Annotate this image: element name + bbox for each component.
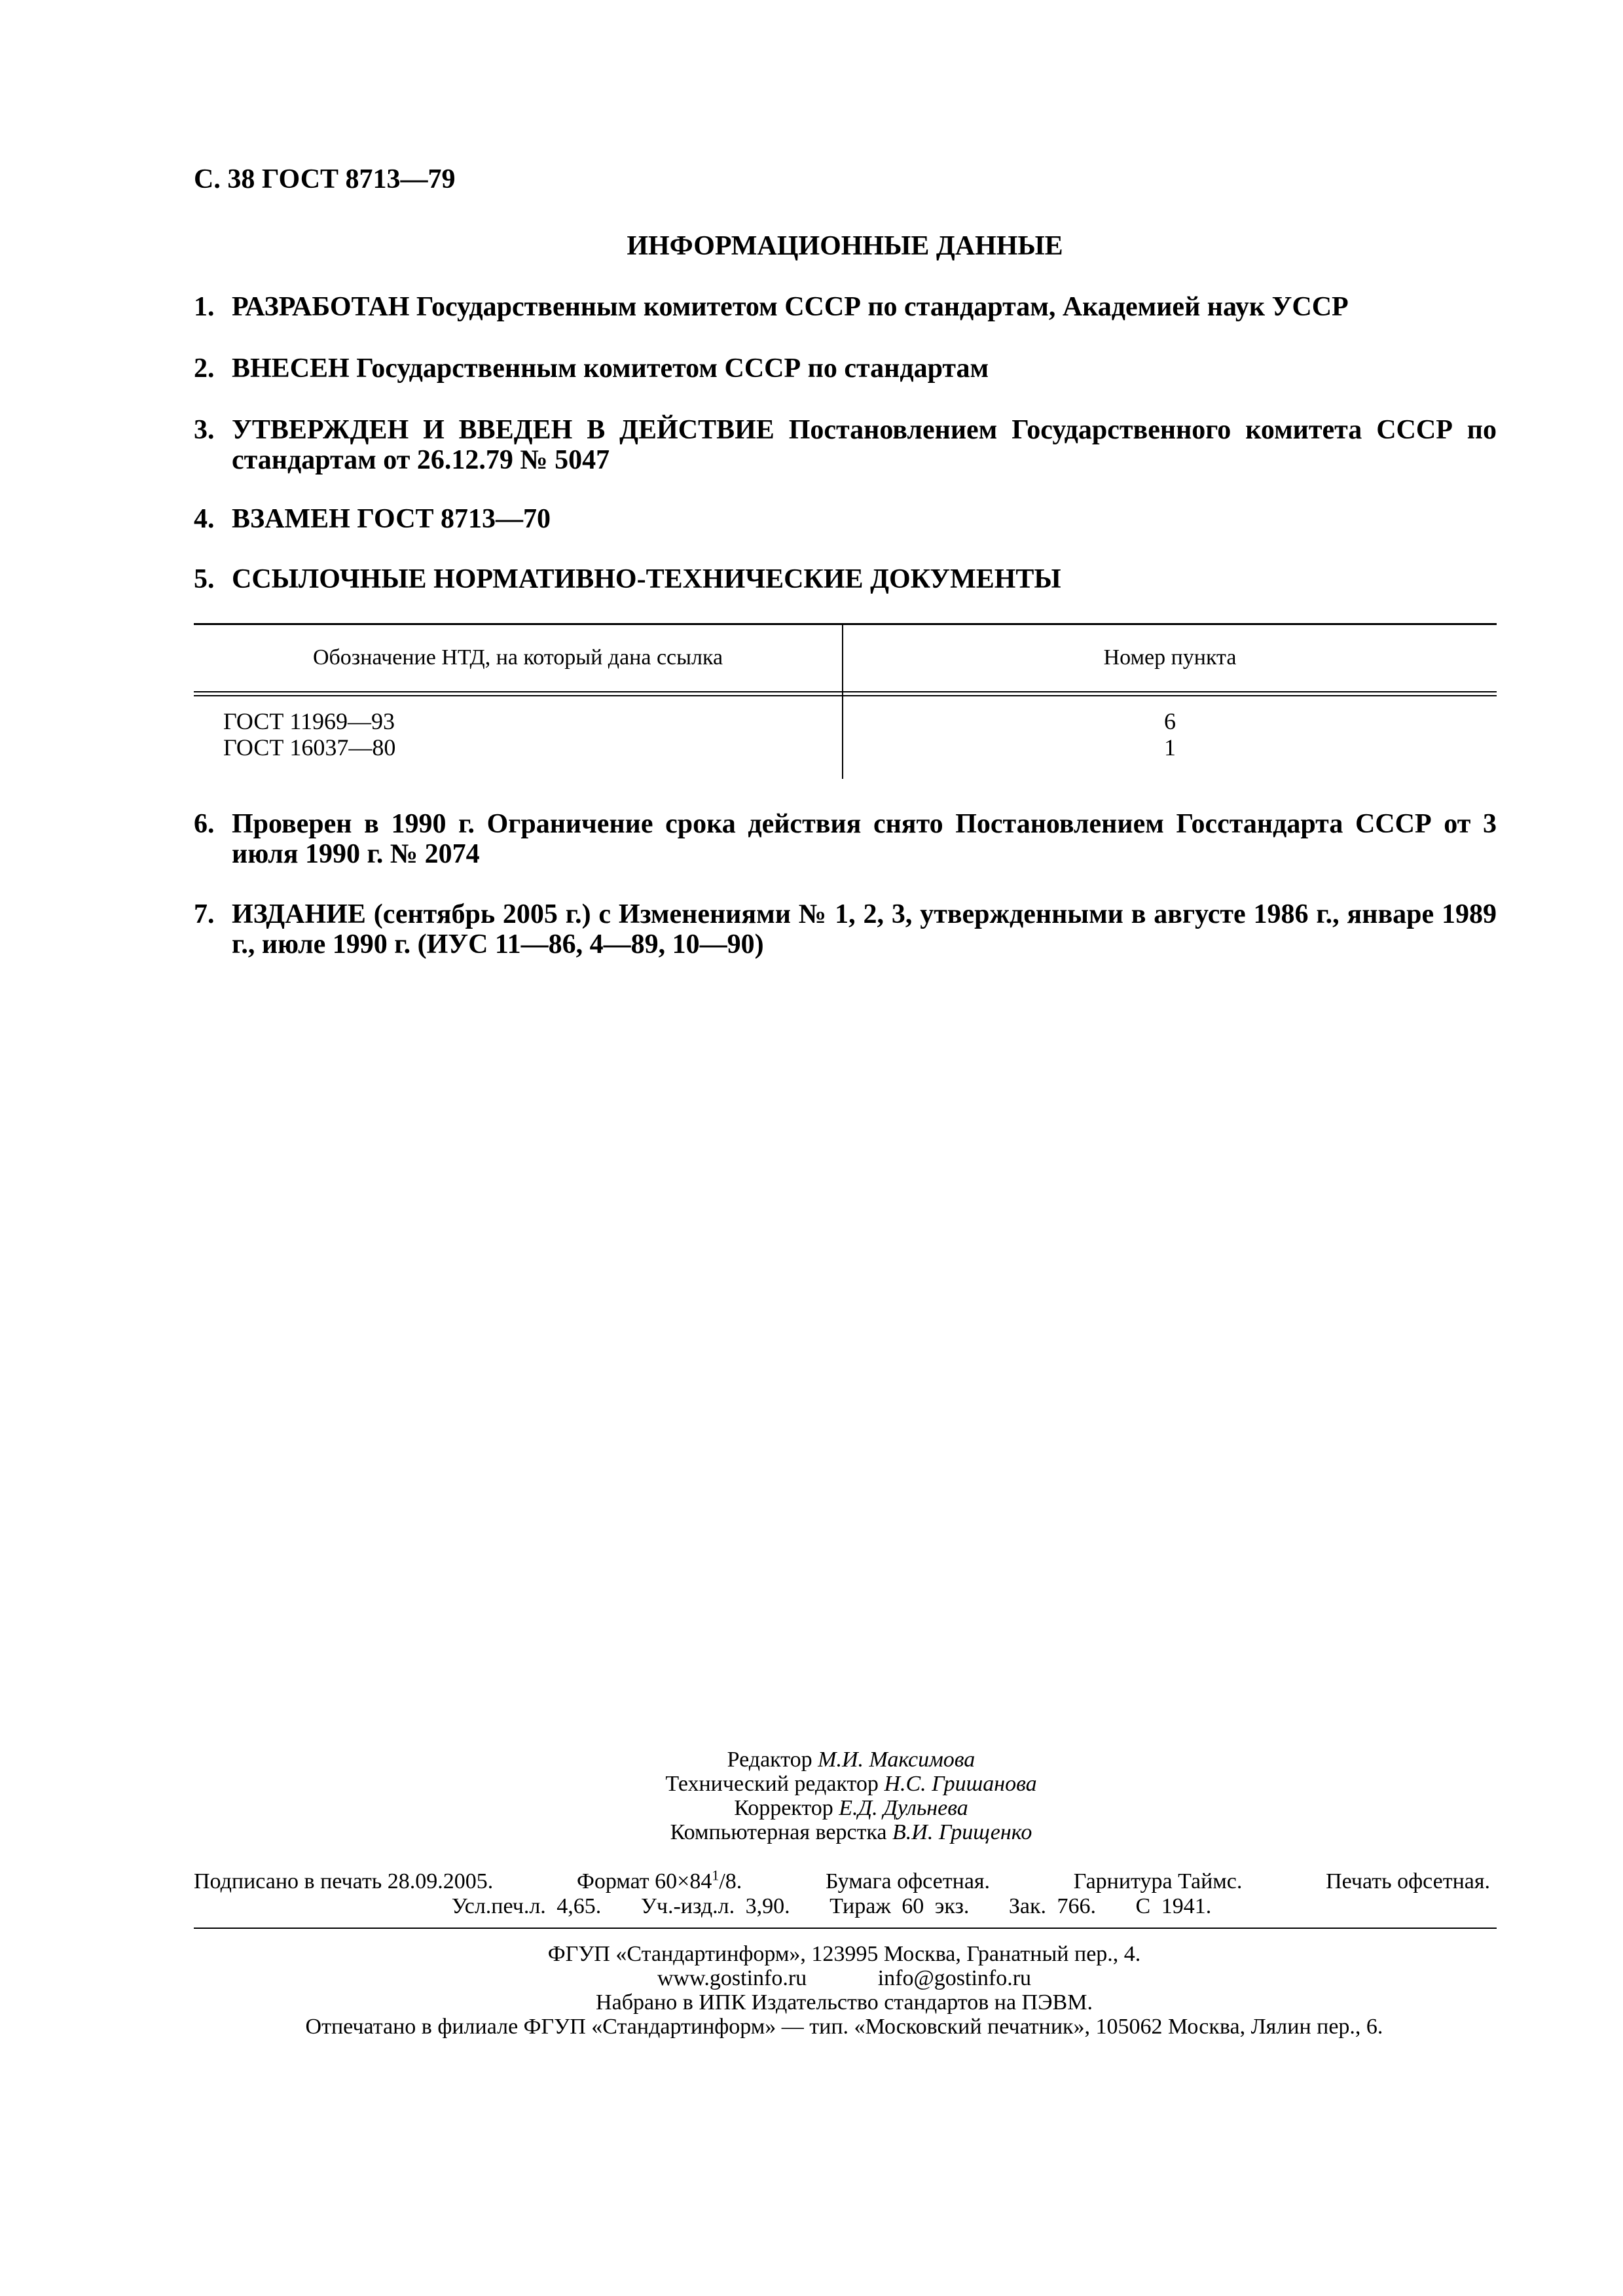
table-cell-clause: 6 [1164, 708, 1176, 734]
info-item-2 [194, 353, 1497, 384]
signed-date: Подписано в печать 28.09.2005. [194, 1869, 494, 1893]
table-top-rule [194, 623, 1497, 625]
item-text: РАЗРАБОТАН Государственным комитетом СССР по стандартам, Академией наук УССР [232, 292, 1349, 322]
table-header-designation: Обозначение НТД, на который дана ссылка [312, 645, 723, 670]
item-number: 3. [194, 415, 215, 445]
credits-block [589, 1748, 1113, 1844]
table-header-rule [194, 691, 1497, 692]
table-cell-doc: ГОСТ 16037—80 [223, 734, 396, 761]
code: С 1941. [1135, 1894, 1212, 1918]
item-text: ВЗАМЕН ГОСТ 8713—70 [232, 504, 551, 534]
table-header-clause: Номер пункта [1103, 645, 1237, 670]
info-item-7 [194, 899, 1497, 960]
table-header-rule-double [194, 695, 1497, 696]
email-link[interactable]: info@gostinfo.ru [877, 1966, 1032, 1990]
info-item-1 [194, 292, 1497, 322]
table-cell-clause: 1 [1164, 734, 1176, 761]
item-number: 2. [194, 353, 215, 384]
print-run: Тираж 60 экз. [830, 1894, 970, 1918]
item-text: ВНЕСЕН Государственным комитетом СССР по стандартам [232, 353, 989, 384]
info-item-4 [194, 504, 1497, 534]
publication-line-2 [0, 1894, 1623, 1919]
sheets: Усл.печ.л. 4,65. [451, 1894, 602, 1918]
item-text: УТВЕРЖДЕН И ВВЕДЕН В ДЕЙСТВИЕ Постановлением Государственного комитета СССР по стандартам от 26.12.79 № 5047 [232, 415, 1497, 475]
contacts-line [0, 1966, 1623, 1990]
printed-note: Отпечатано в филиале ФГУП «Стандартинформ» — тип. «Московский печатник», 105062 Москва, Лялин пер., 6. [305, 2015, 1383, 2039]
pub-sheets: Уч.-изд.л. 3,90. [640, 1894, 790, 1918]
references-table [194, 623, 1497, 779]
table-cell-doc: ГОСТ 11969—93 [223, 708, 395, 734]
footer-divider [194, 1928, 1497, 1929]
item-number: 6. [194, 809, 215, 839]
corrector-line: Корректор Е.Д. Дульнева [734, 1796, 968, 1820]
item-number: 5. [194, 564, 215, 594]
publication-line-1 [194, 1869, 1490, 1894]
print-type: Печать офсетная. [1326, 1869, 1490, 1893]
tech-editor-line: Технический редактор Н.С. Гришанова [665, 1772, 1037, 1796]
page-header: С. 38 ГОСТ 8713—79 [194, 164, 456, 194]
typeface: Гарнитура Таймс. [1073, 1869, 1243, 1893]
info-item-5 [194, 564, 1497, 594]
item-number: 1. [194, 292, 215, 322]
item-text: Проверен в 1990 г. Ограничение срока действия снято Постановлением Госстандарта СССР от 3 июля 1990 г. № 2074 [232, 809, 1497, 869]
item-text: ИЗДАНИЕ (сентябрь 2005 г.) с Изменениями № 1, 2, 3, утвержденными в августе 1986 г., январе 1989 г., июле 1990 г. (ИУС 11—86, 4—89, 10—90) [232, 899, 1497, 960]
info-item-3 [194, 415, 1497, 475]
website-link[interactable]: www.gostinfo.ru [657, 1966, 807, 1990]
format: Формат $60\times 84^1/8$. [576, 1867, 742, 1893]
typeset-note: Набрано в ИПК Издательство стандартов на ПЭВМ. [596, 1990, 1093, 2015]
item-text: ССЫЛОЧНЫЕ НОРМАТИВНО-ТЕХНИЧЕСКИЕ ДОКУМЕНТЫ [232, 564, 1061, 594]
info-item-6 [194, 809, 1497, 869]
item-number: 4. [194, 504, 215, 534]
paper: Бумага офсетная. [826, 1869, 991, 1893]
layout-line: Компьютерная верстка В.И. Грищенко [670, 1820, 1032, 1844]
editor-line: Редактор М.И. Максимова [727, 1748, 976, 1772]
publisher-address: ФГУП «Стандартинформ», 123995 Москва, Гранатный пер., 4. [547, 1942, 1141, 1966]
page-title: ИНФОРМАЦИОННЫЕ ДАННЫЕ [627, 231, 1063, 261]
order-number: Зак. 766. [1008, 1894, 1097, 1918]
item-number: 7. [194, 899, 215, 929]
